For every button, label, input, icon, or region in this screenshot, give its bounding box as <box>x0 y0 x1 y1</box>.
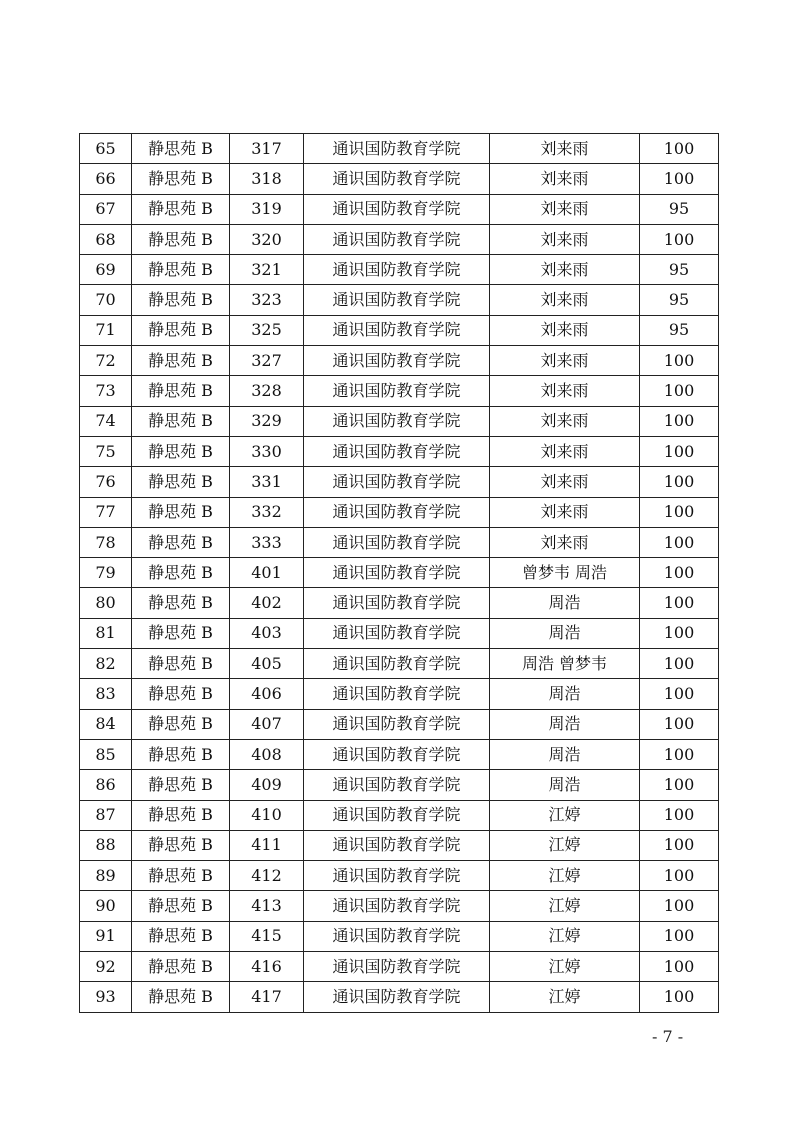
table-row <box>80 164 719 194</box>
building-cell: 静思苑 B <box>132 830 230 860</box>
score-cell: 100 <box>640 497 719 527</box>
room-number-cell: 328 <box>230 376 304 406</box>
tutor-cell: 周浩 <box>490 709 640 739</box>
row-number-cell: 89 <box>80 861 132 891</box>
table-row <box>80 861 719 891</box>
tutor-cell: 曾梦韦 周浩 <box>490 558 640 588</box>
room-number-cell: 320 <box>230 224 304 254</box>
score-cell: 100 <box>640 436 719 466</box>
score-cell: 95 <box>640 255 719 285</box>
room-number-cell: 325 <box>230 315 304 345</box>
score-cell: 100 <box>640 527 719 557</box>
row-number-cell: 67 <box>80 194 132 224</box>
college-cell: 通识国防教育学院 <box>304 527 490 557</box>
score-cell: 100 <box>640 588 719 618</box>
page-number: - 7 - <box>652 1027 684 1046</box>
row-number-cell: 83 <box>80 679 132 709</box>
tutor-cell: 江婷 <box>490 861 640 891</box>
row-number-cell: 65 <box>80 134 132 164</box>
tutor-cell: 刘来雨 <box>490 406 640 436</box>
table-row <box>80 649 719 679</box>
score-cell: 100 <box>640 830 719 860</box>
room-number-cell: 411 <box>230 830 304 860</box>
building-cell: 静思苑 B <box>132 739 230 769</box>
row-number-cell: 91 <box>80 921 132 951</box>
tutor-cell: 周浩 <box>490 770 640 800</box>
score-cell: 100 <box>640 467 719 497</box>
building-cell: 静思苑 B <box>132 527 230 557</box>
table-row <box>80 709 719 739</box>
building-cell: 静思苑 B <box>132 558 230 588</box>
score-cell: 100 <box>640 891 719 921</box>
row-number-cell: 87 <box>80 800 132 830</box>
tutor-cell: 周浩 <box>490 618 640 648</box>
row-number-cell: 85 <box>80 739 132 769</box>
college-cell: 通识国防教育学院 <box>304 497 490 527</box>
score-cell: 100 <box>640 224 719 254</box>
room-number-cell: 408 <box>230 739 304 769</box>
tutor-cell: 刘来雨 <box>490 164 640 194</box>
building-cell: 静思苑 B <box>132 982 230 1012</box>
table-row <box>80 285 719 315</box>
row-number-cell: 69 <box>80 255 132 285</box>
table-row <box>80 921 719 951</box>
building-cell: 静思苑 B <box>132 891 230 921</box>
row-number-cell: 88 <box>80 830 132 860</box>
score-cell: 100 <box>640 346 719 376</box>
room-number-cell: 330 <box>230 436 304 466</box>
building-cell: 静思苑 B <box>132 709 230 739</box>
tutor-cell: 刘来雨 <box>490 224 640 254</box>
score-cell: 95 <box>640 194 719 224</box>
building-cell: 静思苑 B <box>132 164 230 194</box>
building-cell: 静思苑 B <box>132 376 230 406</box>
score-cell: 100 <box>640 982 719 1012</box>
table-row <box>80 952 719 982</box>
row-number-cell: 71 <box>80 315 132 345</box>
tutor-cell: 刘来雨 <box>490 134 640 164</box>
tutor-cell: 周浩 <box>490 739 640 769</box>
score-cell: 100 <box>640 800 719 830</box>
building-cell: 静思苑 B <box>132 770 230 800</box>
table-row <box>80 558 719 588</box>
table-row <box>80 497 719 527</box>
row-number-cell: 73 <box>80 376 132 406</box>
table-body <box>80 134 719 1013</box>
college-cell: 通识国防教育学院 <box>304 346 490 376</box>
row-number-cell: 84 <box>80 709 132 739</box>
table-row <box>80 194 719 224</box>
building-cell: 静思苑 B <box>132 588 230 618</box>
row-number-cell: 79 <box>80 558 132 588</box>
tutor-cell: 周浩 曾梦韦 <box>490 649 640 679</box>
room-number-cell: 403 <box>230 618 304 648</box>
room-number-cell: 415 <box>230 921 304 951</box>
tutor-cell: 刘来雨 <box>490 436 640 466</box>
college-cell: 通识国防教育学院 <box>304 982 490 1012</box>
college-cell: 通识国防教育学院 <box>304 164 490 194</box>
room-number-cell: 318 <box>230 164 304 194</box>
tutor-cell: 江婷 <box>490 982 640 1012</box>
row-number-cell: 81 <box>80 618 132 648</box>
room-number-cell: 332 <box>230 497 304 527</box>
row-number-cell: 70 <box>80 285 132 315</box>
table-row <box>80 800 719 830</box>
score-cell: 95 <box>640 315 719 345</box>
tutor-cell: 刘来雨 <box>490 346 640 376</box>
college-cell: 通识国防教育学院 <box>304 739 490 769</box>
score-cell: 100 <box>640 770 719 800</box>
room-number-cell: 416 <box>230 952 304 982</box>
score-cell: 100 <box>640 679 719 709</box>
tutor-cell: 刘来雨 <box>490 255 640 285</box>
building-cell: 静思苑 B <box>132 194 230 224</box>
room-number-cell: 321 <box>230 255 304 285</box>
college-cell: 通识国防教育学院 <box>304 588 490 618</box>
tutor-cell: 江婷 <box>490 921 640 951</box>
tutor-cell: 刘来雨 <box>490 497 640 527</box>
table-row <box>80 315 719 345</box>
room-number-cell: 406 <box>230 679 304 709</box>
room-number-cell: 410 <box>230 800 304 830</box>
tutor-cell: 周浩 <box>490 588 640 618</box>
score-cell: 100 <box>640 921 719 951</box>
college-cell: 通识国防教育学院 <box>304 952 490 982</box>
tutor-cell: 刘来雨 <box>490 527 640 557</box>
table-row <box>80 467 719 497</box>
building-cell: 静思苑 B <box>132 861 230 891</box>
college-cell: 通识国防教育学院 <box>304 376 490 406</box>
row-number-cell: 66 <box>80 164 132 194</box>
college-cell: 通识国防教育学院 <box>304 800 490 830</box>
college-cell: 通识国防教育学院 <box>304 558 490 588</box>
tutor-cell: 江婷 <box>490 800 640 830</box>
row-number-cell: 74 <box>80 406 132 436</box>
building-cell: 静思苑 B <box>132 679 230 709</box>
building-cell: 静思苑 B <box>132 134 230 164</box>
college-cell: 通识国防教育学院 <box>304 467 490 497</box>
room-number-cell: 317 <box>230 134 304 164</box>
room-number-cell: 405 <box>230 649 304 679</box>
score-cell: 100 <box>640 164 719 194</box>
college-cell: 通识国防教育学院 <box>304 861 490 891</box>
tutor-cell: 刘来雨 <box>490 315 640 345</box>
row-number-cell: 77 <box>80 497 132 527</box>
table-row <box>80 618 719 648</box>
row-number-cell: 78 <box>80 527 132 557</box>
table-row <box>80 679 719 709</box>
row-number-cell: 80 <box>80 588 132 618</box>
dormitory-score-table <box>79 133 719 1013</box>
row-number-cell: 93 <box>80 982 132 1012</box>
college-cell: 通识国防教育学院 <box>304 891 490 921</box>
college-cell: 通识国防教育学院 <box>304 436 490 466</box>
score-cell: 100 <box>640 618 719 648</box>
college-cell: 通识国防教育学院 <box>304 406 490 436</box>
room-number-cell: 331 <box>230 467 304 497</box>
row-number-cell: 82 <box>80 649 132 679</box>
table-row <box>80 527 719 557</box>
row-number-cell: 86 <box>80 770 132 800</box>
college-cell: 通识国防教育学院 <box>304 679 490 709</box>
tutor-cell: 刘来雨 <box>490 285 640 315</box>
building-cell: 静思苑 B <box>132 952 230 982</box>
room-number-cell: 407 <box>230 709 304 739</box>
score-cell: 100 <box>640 134 719 164</box>
room-number-cell: 329 <box>230 406 304 436</box>
score-cell: 100 <box>640 376 719 406</box>
table-row <box>80 224 719 254</box>
tutor-cell: 江婷 <box>490 830 640 860</box>
score-cell: 100 <box>640 861 719 891</box>
room-number-cell: 413 <box>230 891 304 921</box>
tutor-cell: 周浩 <box>490 679 640 709</box>
college-cell: 通识国防教育学院 <box>304 285 490 315</box>
row-number-cell: 68 <box>80 224 132 254</box>
building-cell: 静思苑 B <box>132 224 230 254</box>
college-cell: 通识国防教育学院 <box>304 709 490 739</box>
college-cell: 通识国防教育学院 <box>304 255 490 285</box>
building-cell: 静思苑 B <box>132 406 230 436</box>
room-number-cell: 409 <box>230 770 304 800</box>
score-cell: 100 <box>640 952 719 982</box>
table-row <box>80 436 719 466</box>
building-cell: 静思苑 B <box>132 921 230 951</box>
college-cell: 通识国防教育学院 <box>304 770 490 800</box>
building-cell: 静思苑 B <box>132 346 230 376</box>
college-cell: 通识国防教育学院 <box>304 224 490 254</box>
building-cell: 静思苑 B <box>132 649 230 679</box>
score-cell: 100 <box>640 406 719 436</box>
building-cell: 静思苑 B <box>132 315 230 345</box>
college-cell: 通识国防教育学院 <box>304 194 490 224</box>
tutor-cell: 江婷 <box>490 952 640 982</box>
row-number-cell: 92 <box>80 952 132 982</box>
row-number-cell: 72 <box>80 346 132 376</box>
room-number-cell: 327 <box>230 346 304 376</box>
row-number-cell: 75 <box>80 436 132 466</box>
table-row <box>80 255 719 285</box>
college-cell: 通识国防教育学院 <box>304 921 490 951</box>
room-number-cell: 323 <box>230 285 304 315</box>
building-cell: 静思苑 B <box>132 497 230 527</box>
table-row <box>80 346 719 376</box>
building-cell: 静思苑 B <box>132 467 230 497</box>
building-cell: 静思苑 B <box>132 800 230 830</box>
building-cell: 静思苑 B <box>132 255 230 285</box>
table-row <box>80 830 719 860</box>
score-cell: 100 <box>640 709 719 739</box>
college-cell: 通识国防教育学院 <box>304 315 490 345</box>
score-cell: 100 <box>640 649 719 679</box>
table-row <box>80 406 719 436</box>
score-cell: 100 <box>640 558 719 588</box>
table-row <box>80 891 719 921</box>
tutor-cell: 刘来雨 <box>490 194 640 224</box>
score-cell: 100 <box>640 739 719 769</box>
table-row <box>80 982 719 1012</box>
row-number-cell: 76 <box>80 467 132 497</box>
building-cell: 静思苑 B <box>132 285 230 315</box>
tutor-cell: 江婷 <box>490 891 640 921</box>
tutor-cell: 刘来雨 <box>490 376 640 406</box>
room-number-cell: 319 <box>230 194 304 224</box>
college-cell: 通识国防教育学院 <box>304 134 490 164</box>
table-row <box>80 134 719 164</box>
college-cell: 通识国防教育学院 <box>304 618 490 648</box>
room-number-cell: 402 <box>230 588 304 618</box>
building-cell: 静思苑 B <box>132 436 230 466</box>
table-row <box>80 770 719 800</box>
room-number-cell: 333 <box>230 527 304 557</box>
building-cell: 静思苑 B <box>132 618 230 648</box>
table-row <box>80 376 719 406</box>
score-cell: 95 <box>640 285 719 315</box>
room-number-cell: 401 <box>230 558 304 588</box>
room-number-cell: 412 <box>230 861 304 891</box>
college-cell: 通识国防教育学院 <box>304 649 490 679</box>
room-number-cell: 417 <box>230 982 304 1012</box>
table-row <box>80 588 719 618</box>
table-row <box>80 739 719 769</box>
college-cell: 通识国防教育学院 <box>304 830 490 860</box>
row-number-cell: 90 <box>80 891 132 921</box>
tutor-cell: 刘来雨 <box>490 467 640 497</box>
